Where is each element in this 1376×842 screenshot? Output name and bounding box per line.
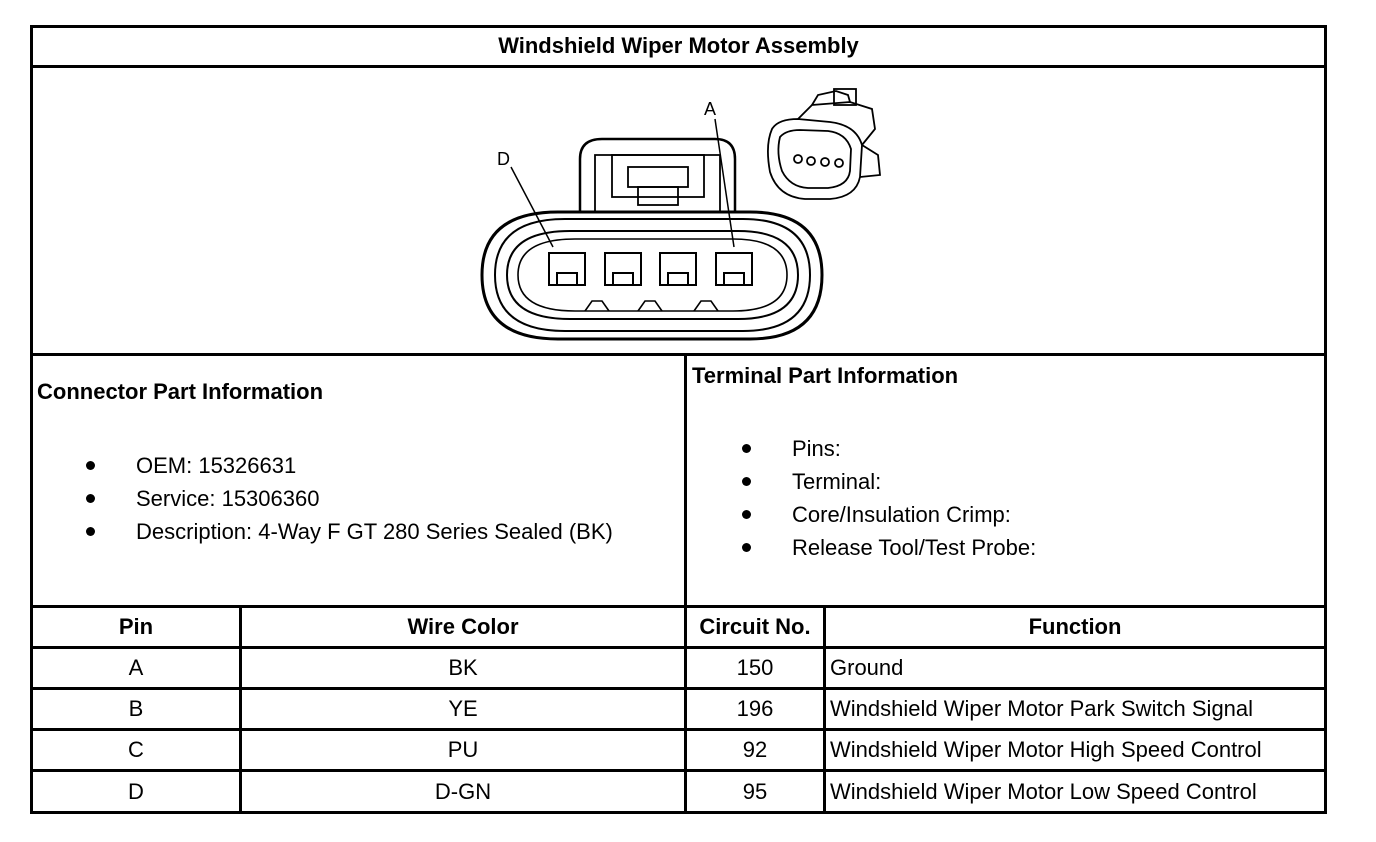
cell-wire-color: PU — [447, 737, 479, 762]
divider-info-vertical — [684, 353, 687, 607]
connector-sheet — [30, 25, 1327, 814]
cell-circuit: 196 — [736, 696, 774, 721]
cell-function: Windshield Wiper Motor High Speed Control — [830, 737, 1262, 762]
terminal-info-list — [792, 432, 1036, 564]
header-function: Function — [1028, 614, 1122, 639]
pin-d-label: D — [497, 149, 510, 169]
pin-a-label: A — [704, 99, 717, 119]
list-item: Description: 4-Way F GT 280 Series Sealed (BK) — [136, 515, 613, 548]
list-item: Release Tool/Test Probe: — [792, 531, 1036, 564]
cell-circuit: 92 — [742, 737, 768, 762]
list-item: Core/Insulation Crimp: — [792, 498, 1036, 531]
connector-diagram — [30, 67, 1327, 355]
header-wire-color: Wire Color — [407, 614, 519, 639]
cell-function: Ground — [830, 655, 904, 680]
cell-function: Windshield Wiper Motor Park Switch Signal — [830, 696, 1254, 721]
cell-circuit: 95 — [742, 778, 768, 804]
connector-info-heading: Connector Part Information — [37, 379, 324, 404]
cell-wire-color: BK — [448, 655, 478, 680]
list-item: Service: 15306360 — [136, 482, 613, 515]
header-pin: Pin — [118, 614, 154, 639]
cell-circuit: 150 — [736, 655, 774, 680]
terminal-info-heading: Terminal Part Information — [692, 363, 959, 388]
list-item: Terminal: — [792, 465, 1036, 498]
cell-pin: C — [128, 737, 144, 762]
list-item: OEM: 15326631 — [136, 449, 613, 482]
border-bottom — [30, 811, 1327, 814]
list-item: Pins: — [792, 432, 1036, 465]
cell-wire-color: YE — [448, 696, 478, 721]
connector-face-svg — [30, 67, 1327, 355]
divider-diagram — [30, 353, 1327, 356]
connector-info-list — [136, 449, 613, 548]
cell-function: Windshield Wiper Motor Low Speed Control — [830, 778, 1257, 804]
cell-pin: B — [128, 696, 144, 721]
cell-wire-color: D-GN — [434, 778, 492, 804]
page-title: Windshield Wiper Motor Assembly — [498, 33, 859, 58]
cell-pin: D — [128, 778, 144, 804]
cell-pin: A — [128, 655, 144, 680]
header-circuit-no: Circuit No. — [699, 614, 811, 639]
